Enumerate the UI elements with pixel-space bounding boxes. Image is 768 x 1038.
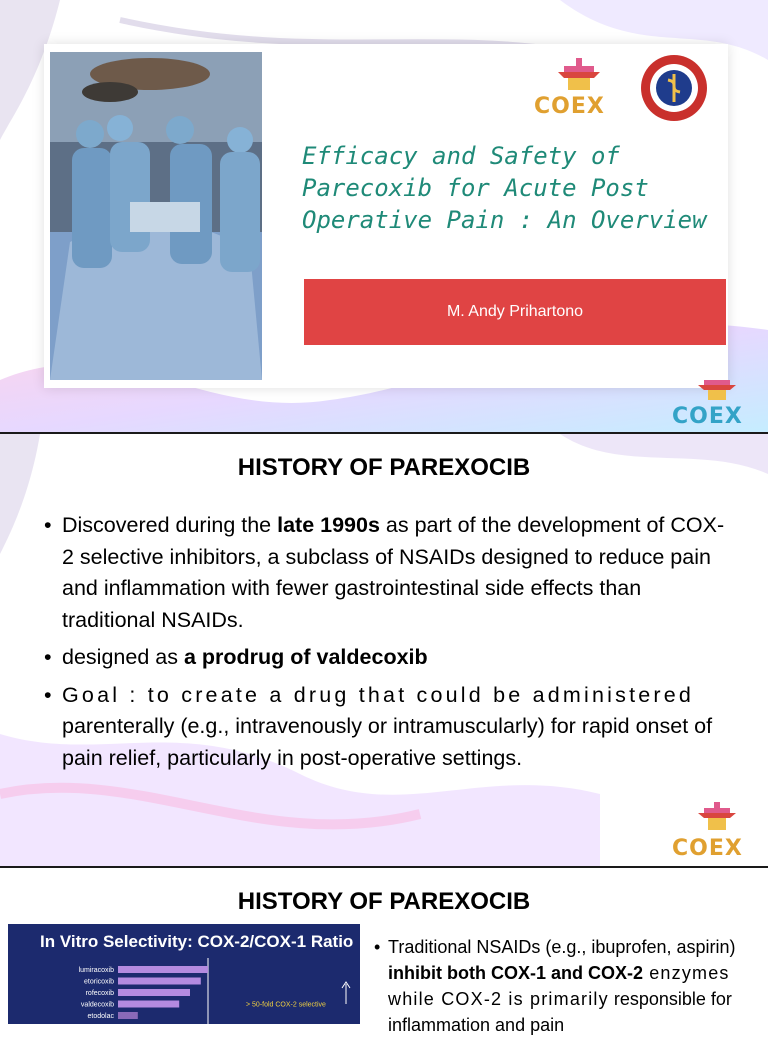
coex-logo-text: COEX (534, 94, 605, 119)
slide-heading: HISTORY OF PAREXOCIB (237, 888, 531, 915)
author-name: M. Andy Prihartono (446, 303, 584, 320)
list-item: • Traditional NSAIDs (e.g., ibuprofen, aspirin) inhibit both COX-1 and COX-2 enzymes while COX-2 is primarily responsible for inflammation and pain (374, 934, 760, 1038)
coex-logo (534, 58, 624, 118)
bullet-list (44, 510, 734, 780)
bar (118, 966, 208, 973)
pavilion-icon (672, 802, 762, 834)
bullet-list (374, 934, 760, 1038)
coex-corner-logo (672, 374, 762, 428)
title-slide (0, 0, 768, 432)
chart-canvas (8, 924, 360, 1024)
chart-annotation: > 50-fold COX-2 selective (246, 1001, 326, 1009)
tick-label: rofecoxib (85, 990, 114, 997)
bar (118, 1001, 179, 1008)
tick-label: valdecoxib (80, 1001, 114, 1009)
slide-heading: HISTORY OF PAREXOCIB (237, 454, 531, 481)
list-item: • Discovered during the late 1990s as part of the development of COX-2 selective inhibitors, a subclass of NSAIDs designed to reduce pain and inflammation with fewer gastrointestinal side effects than traditional NSAIDs. (44, 510, 734, 636)
surgery-photo (50, 52, 262, 380)
presentation-title: Efficacy and Safety of Parecoxib for Acute Post Operative Pain : An Overview (302, 142, 707, 234)
tick-label: lumiracoxib (78, 967, 114, 974)
coex-logo-text: COEX (672, 404, 743, 429)
tick-label: etodolac (87, 1013, 114, 1020)
list-item: • Goal : to create a drug that could be administered parenterally (e.g., intravenously or intramuscularly) for rapid onset of pain relief, particularly in post-operative settings. (44, 680, 734, 775)
arrow-up-icon (342, 982, 350, 1004)
pavilion-icon (534, 58, 624, 94)
chart-title: In Vitro Selectivity: COX-2/COX-1 Ratio (40, 932, 354, 951)
university-seal-icon (640, 54, 708, 122)
bar (118, 978, 201, 985)
bar (118, 989, 190, 996)
history-slide-continued (0, 868, 768, 1035)
coex-corner-logo (672, 802, 762, 860)
coex-logo-text: COEX (672, 836, 743, 861)
pavilion-icon (672, 374, 762, 404)
bar (118, 1012, 138, 1019)
tick-label: etoricoxib (84, 978, 114, 986)
list-item: • designed as a prodrug of valdecoxib (44, 642, 734, 674)
selectivity-chart (8, 924, 360, 1024)
history-slide (0, 434, 768, 866)
author-banner (304, 279, 726, 345)
